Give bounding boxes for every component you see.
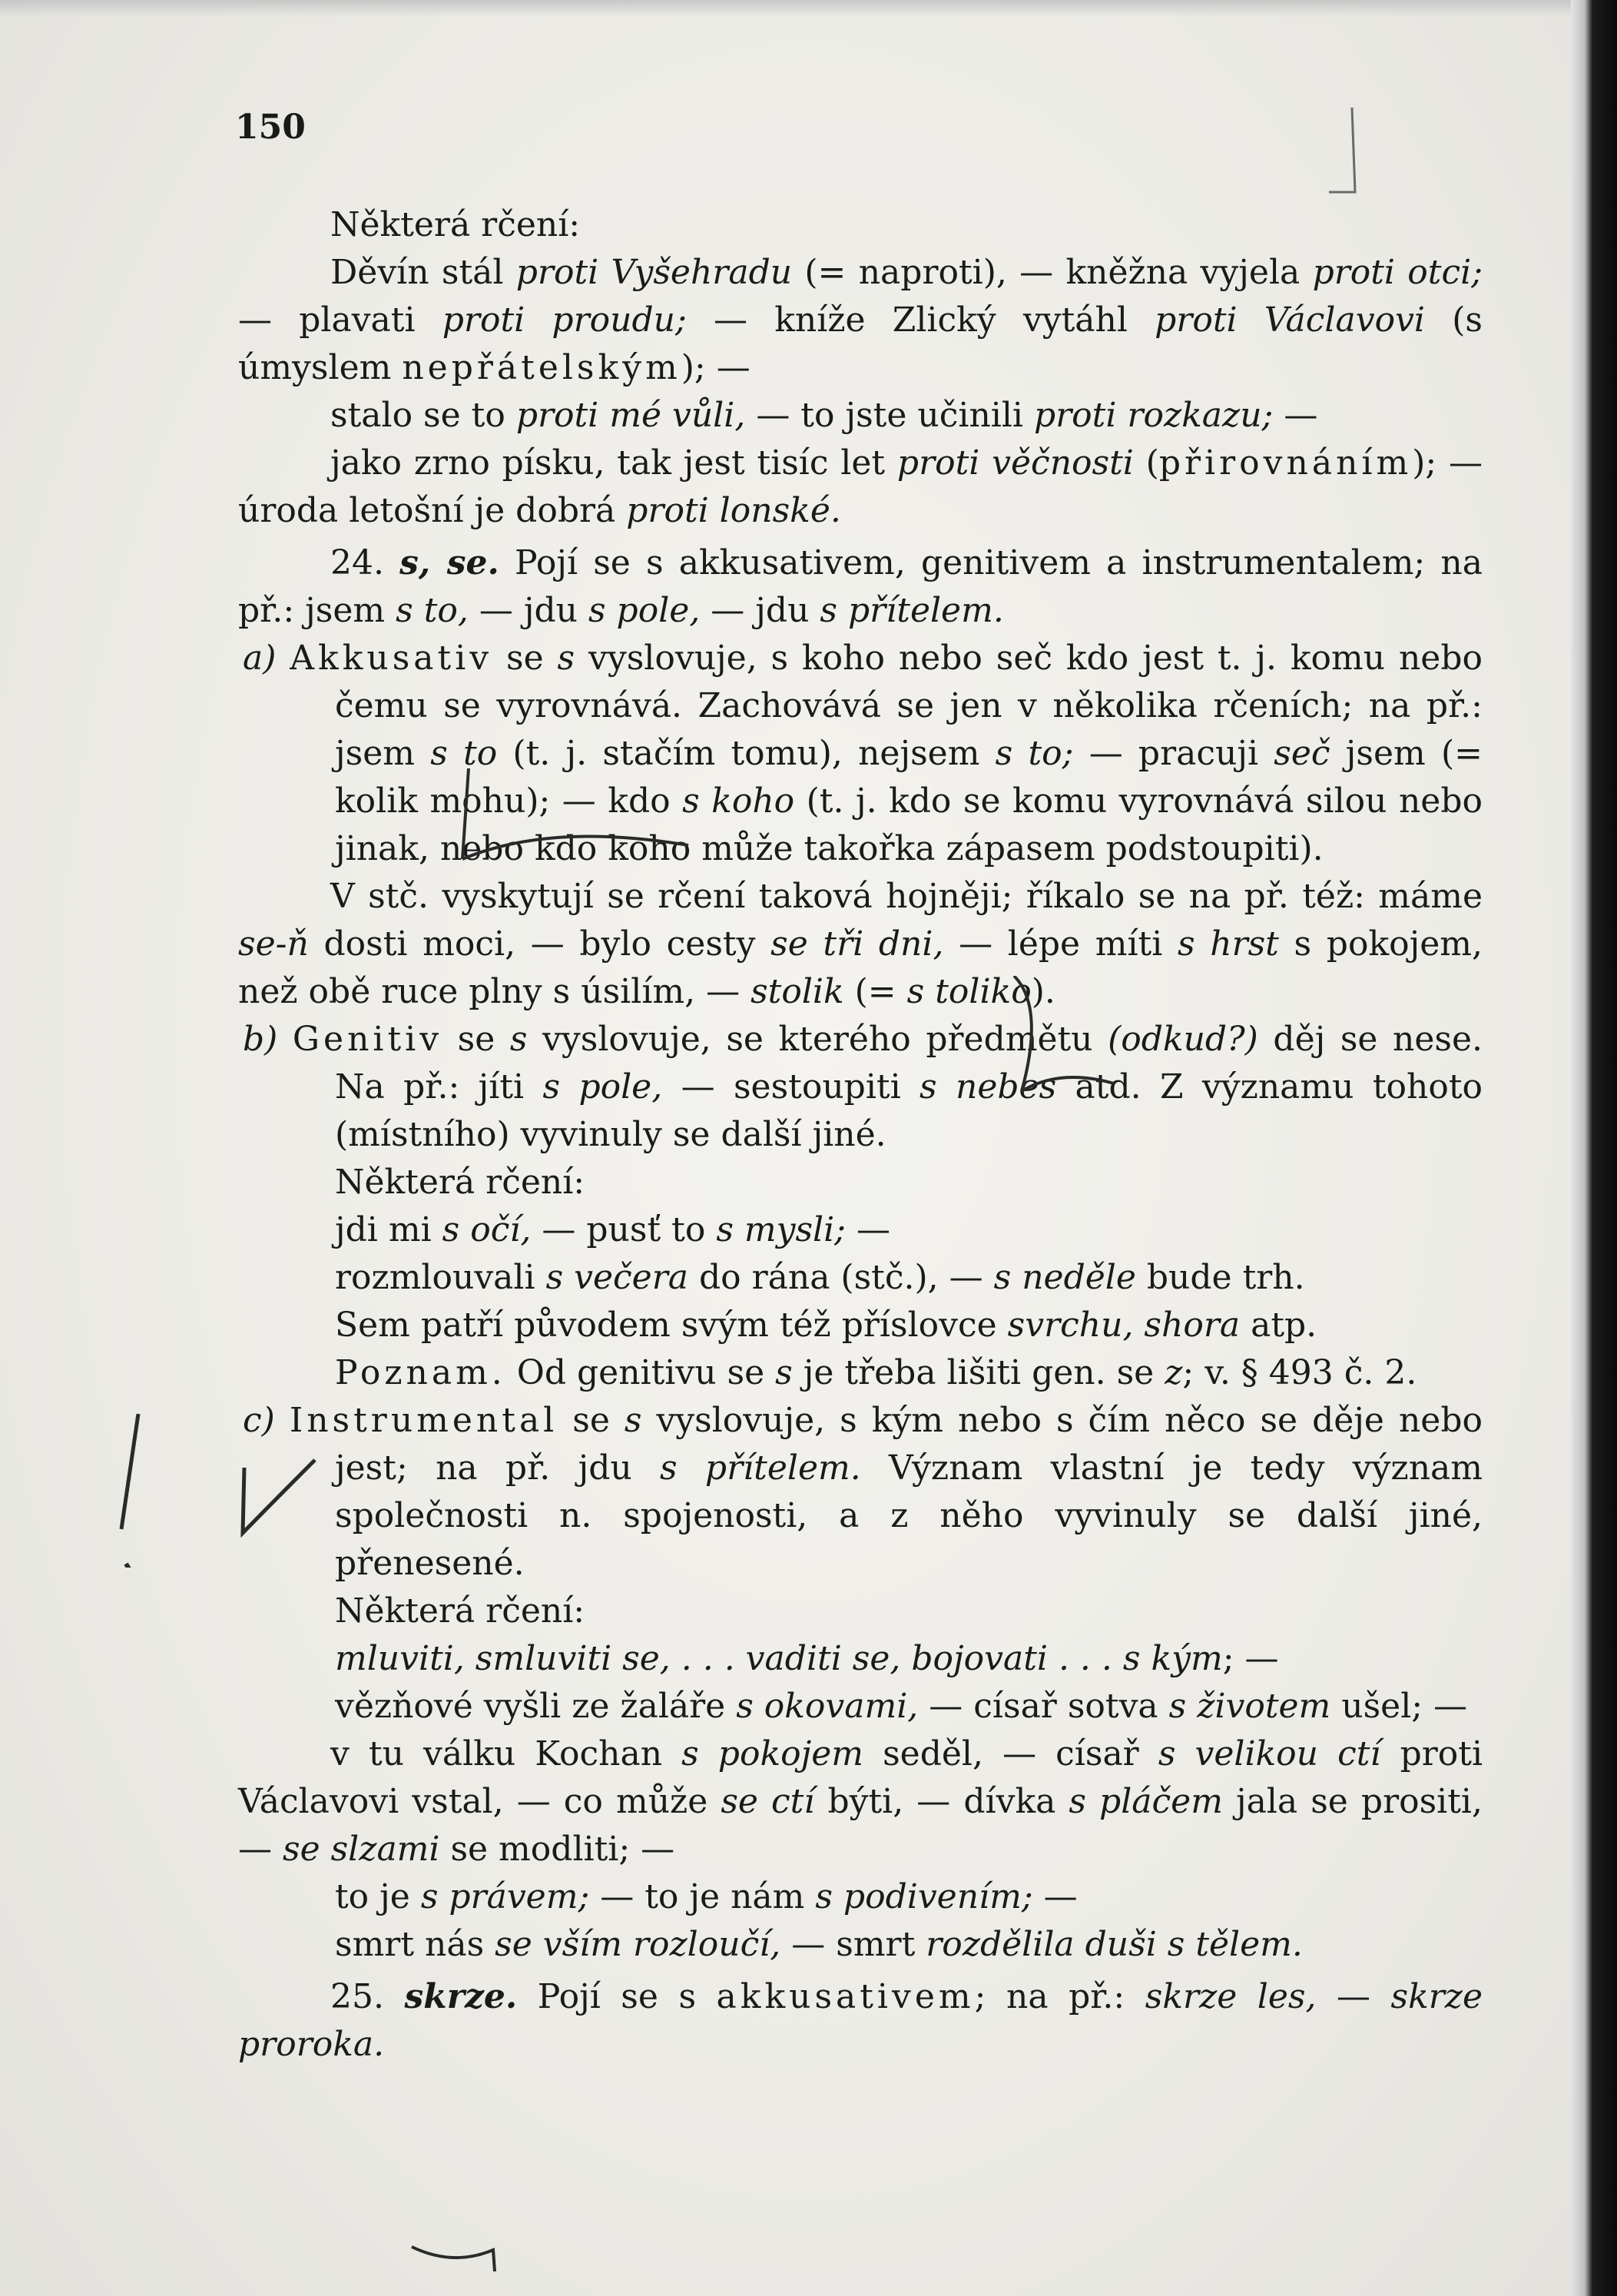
text-run: s neděle xyxy=(993,1258,1136,1297)
page-body xyxy=(238,201,1483,2069)
text-run: — císař sotva xyxy=(918,1687,1169,1726)
text-run: skrze. xyxy=(404,1977,518,2016)
text-run: jdi mi xyxy=(335,1210,442,1249)
text-run: skrze proroka. xyxy=(238,1977,1483,2064)
paragraph-p7 xyxy=(238,1016,1483,1159)
text-run: v tu válku Kochan xyxy=(330,1734,682,1773)
text-run: s xyxy=(557,639,575,678)
pencil-mark-top-right xyxy=(1321,108,1367,200)
text-run: — kníže Zlický vytáhl xyxy=(686,300,1155,340)
text-run: Význam vlastní je tedy význam společnosti n. spojenosti, a z něho vyvinuly se další jiné, přenesené. xyxy=(335,1448,1483,1583)
text-run: rozdělila duši s tělem. xyxy=(926,1925,1303,1964)
text-run: — xyxy=(846,1210,891,1249)
paragraph-p10 xyxy=(238,1254,1483,1302)
pencil-mark-margin-line xyxy=(108,1414,154,1568)
text-run: Od genitivu se xyxy=(505,1353,776,1392)
text-run: proti rozkazu; xyxy=(1033,396,1274,435)
pencil-mark-underline-skrze xyxy=(407,2244,499,2274)
text-run: vyslovuje, se kterého předmětu xyxy=(527,1020,1108,1059)
text-run: (t. j. stačím tomu), nejsem xyxy=(497,734,996,773)
paragraph-p4 xyxy=(238,539,1483,635)
text-run: — sestoupiti xyxy=(662,1067,920,1107)
text-run: se-ň xyxy=(238,924,309,964)
text-run: skrze les, xyxy=(1145,1977,1317,2016)
scan-right-edge xyxy=(1571,0,1617,2296)
text-run: ušel; — xyxy=(1330,1687,1468,1726)
paragraph-p3 xyxy=(238,440,1483,535)
text-run: s velikou ctí xyxy=(1158,1734,1381,1773)
text-run: s večera xyxy=(545,1258,688,1297)
text-run: se xyxy=(558,1401,625,1440)
text-run: to je xyxy=(335,1877,421,1916)
text-run: Instrumental xyxy=(289,1401,558,1440)
text-run: — plavati xyxy=(238,300,442,340)
text-run: ( xyxy=(1133,443,1159,483)
text-run: Některá rčení: xyxy=(335,1163,585,1202)
paragraph-p20 xyxy=(238,1973,1483,2069)
text-run: — smrt xyxy=(780,1925,926,1964)
text-run: jsem (= kolik mohu); — kdo xyxy=(335,734,1483,821)
text-run: 24. xyxy=(330,543,400,582)
paragraph-p12 xyxy=(238,1349,1483,1397)
text-run: je třeba lišiti gen. se xyxy=(792,1353,1165,1392)
text-run: se vším rozloučí, xyxy=(495,1925,781,1964)
text-run: seděl, — císař xyxy=(863,1734,1158,1773)
text-run: ; — xyxy=(1222,1639,1279,1678)
paragraph-p16 xyxy=(238,1683,1483,1730)
text-run: do rána (stč.), — xyxy=(688,1258,994,1297)
text-run: s xyxy=(509,1020,528,1059)
text-run: s životem xyxy=(1168,1687,1331,1726)
text-run: (= xyxy=(843,972,907,1011)
text-run: proti lonské. xyxy=(626,491,841,530)
text-run: jako zrno písku, tak jest tisíc let xyxy=(330,443,897,483)
text-run: proti proudu; xyxy=(442,300,687,340)
text-run: — pusť to xyxy=(531,1210,717,1249)
text-run: Genitiv xyxy=(292,1020,443,1059)
text-run: (= naproti), — kněžna vyjela xyxy=(792,253,1313,292)
text-run: Některá rčení: xyxy=(335,1591,585,1631)
text-run: proti Václavovi xyxy=(1155,300,1426,340)
text-run xyxy=(276,639,290,678)
text-run: — pracuji xyxy=(1073,734,1274,773)
paragraph-p14 xyxy=(238,1588,1483,1635)
text-run: proti věčnosti xyxy=(896,443,1134,483)
text-run: ). xyxy=(1031,972,1055,1011)
text-run: s nebes xyxy=(920,1067,1057,1107)
text-run: atd. Z významu tohoto (místního) vyvinuly se další jiné. xyxy=(335,1067,1483,1154)
text-run: rozmlouvali xyxy=(335,1258,546,1297)
text-run: Pojí se s xyxy=(517,1977,717,2016)
text-run: proti mé vůli, xyxy=(515,396,746,435)
text-run: — jdu xyxy=(468,591,588,630)
scan-top-shadow xyxy=(0,0,1617,17)
text-run: s přítelem. xyxy=(820,591,1004,630)
text-run: seč xyxy=(1274,734,1330,773)
paragraph-p6 xyxy=(238,873,1483,1016)
text-run: se tři dni, xyxy=(770,924,944,964)
text-run: proti otci; xyxy=(1312,253,1483,292)
paragraph-h1 xyxy=(238,201,1483,249)
paragraph-p17 xyxy=(238,1730,1483,1873)
text-run: — xyxy=(1316,1977,1391,2016)
text-run: Některá rčení: xyxy=(330,205,581,244)
text-run: svrchu, shora xyxy=(1007,1306,1241,1345)
text-run: s mysli; xyxy=(716,1210,847,1249)
paragraph-p8 xyxy=(238,1159,1483,1206)
text-run: s pole, xyxy=(588,591,701,630)
text-run: s xyxy=(624,1401,642,1440)
text-run: — to jste učinili xyxy=(745,396,1034,435)
paragraph-p2 xyxy=(238,392,1483,440)
text-run: ; na př.: xyxy=(974,1977,1145,2016)
text-run: ); — úroda letošní je dobrá xyxy=(238,443,1483,530)
paragraph-p11 xyxy=(238,1302,1483,1349)
text-run: stolik xyxy=(751,972,844,1011)
text-run: s to xyxy=(430,734,498,773)
text-run: jala se prositi, — xyxy=(238,1782,1483,1869)
text-run: s koho xyxy=(682,781,795,821)
text-run: mluviti, smluviti se, . . . vaditi se, bojovati . . . s kým xyxy=(335,1639,1223,1678)
text-run: s podivením; xyxy=(815,1877,1033,1916)
text-run: (s úmyslem xyxy=(238,300,1483,387)
text-run: s toliko xyxy=(906,972,1032,1011)
text-run: Děvín stál xyxy=(330,253,516,292)
text-run: Pojí se s akkusativem, genitivem a instrumentalem; na př.: jsem xyxy=(238,543,1483,630)
text-run: bude trh. xyxy=(1135,1258,1305,1297)
text-run: atp. xyxy=(1240,1306,1317,1345)
text-run: proti Vyšehradu xyxy=(515,253,793,292)
text-run xyxy=(275,1401,290,1440)
text-run: (t. j. kdo se komu vyrovnává silou nebo jinak, nebo kdo koho může takořka zápasem podstoupiti). xyxy=(335,781,1483,868)
paragraph-p18 xyxy=(238,1873,1483,1921)
text-run: akkusativem xyxy=(716,1977,975,2016)
text-run: s očí, xyxy=(442,1210,532,1249)
text-run: — lépe míti xyxy=(943,924,1178,964)
text-run xyxy=(277,1020,293,1059)
text-run: Poznam. xyxy=(335,1353,506,1392)
text-run: ; v. § 493 č. 2. xyxy=(1182,1353,1417,1392)
text-run: s hrst xyxy=(1177,924,1279,964)
paragraph-p9 xyxy=(238,1206,1483,1254)
text-run: s pokojem, než obě ruce plny s úsilím, — xyxy=(238,924,1483,1011)
text-run: vyslovuje, s koho nebo seč kdo jest t. j. komu nebo čemu se vyrovnává. Zachovává se jen v několika rčeních; na př.: jsem xyxy=(335,639,1483,773)
text-run: se xyxy=(442,1020,510,1059)
text-run: se slzami xyxy=(283,1830,440,1869)
text-run: s pláčem xyxy=(1069,1782,1223,1821)
text-run: — xyxy=(1273,396,1318,435)
text-run: s právem; xyxy=(420,1877,590,1916)
paragraph-p19 xyxy=(238,1921,1483,1969)
text-run: Sem patří původem svým též příslovce xyxy=(335,1306,1008,1345)
text-run: vězňové vyšli ze žaláře xyxy=(335,1687,737,1726)
text-run: s pokojem xyxy=(681,1734,864,1773)
text-run: (odkud?) xyxy=(1108,1020,1258,1059)
text-run: z xyxy=(1165,1353,1183,1392)
text-run: V stč. vyskytují se rčení taková hojněji; říkalo se na př. též: máme xyxy=(330,877,1483,916)
text-run: — to je nám xyxy=(589,1877,816,1916)
text-run: dosti moci, — bylo cesty xyxy=(308,924,771,964)
text-run: — xyxy=(1032,1877,1078,1916)
text-run: děj se nese. Na př.: jíti xyxy=(335,1020,1483,1107)
text-run: se ctí xyxy=(721,1782,815,1821)
text-run: se modliti; — xyxy=(439,1830,675,1869)
text-run: s okovami, xyxy=(736,1687,919,1726)
text-run: a) xyxy=(243,639,277,678)
text-run: býti, — dívka xyxy=(814,1782,1069,1821)
text-run: s přítelem. xyxy=(660,1448,861,1488)
text-run: nepřátelským xyxy=(402,348,681,387)
text-run: přirovnáním xyxy=(1158,443,1413,483)
text-run: stalo se to xyxy=(330,396,516,435)
page-number: 150 xyxy=(235,108,306,147)
text-run: smrt nás xyxy=(335,1925,495,1964)
text-run: s to, xyxy=(396,591,469,630)
text-run: s, se. xyxy=(399,543,499,582)
text-run: 25. xyxy=(330,1977,405,2016)
text-run: Akkusativ xyxy=(290,639,493,678)
paragraph-p13 xyxy=(238,1397,1483,1588)
paragraph-p15 xyxy=(238,1635,1483,1683)
text-run: ); — xyxy=(681,348,751,387)
text-run: vyslovuje, s kým nebo s čím něco se děje nebo jest; na př. jdu xyxy=(335,1401,1483,1488)
text-run: se xyxy=(492,639,558,678)
paragraph-p1 xyxy=(238,249,1483,392)
text-run: proti Václavovi vstal, — co může xyxy=(238,1734,1483,1821)
text-run: b) xyxy=(243,1020,278,1059)
text-run: s xyxy=(775,1353,793,1392)
paragraph-p5 xyxy=(238,635,1483,873)
text-run: — jdu xyxy=(700,591,820,630)
text-run: c) xyxy=(243,1401,275,1440)
text-run: s to; xyxy=(995,734,1074,773)
text-run: s pole, xyxy=(542,1067,663,1107)
